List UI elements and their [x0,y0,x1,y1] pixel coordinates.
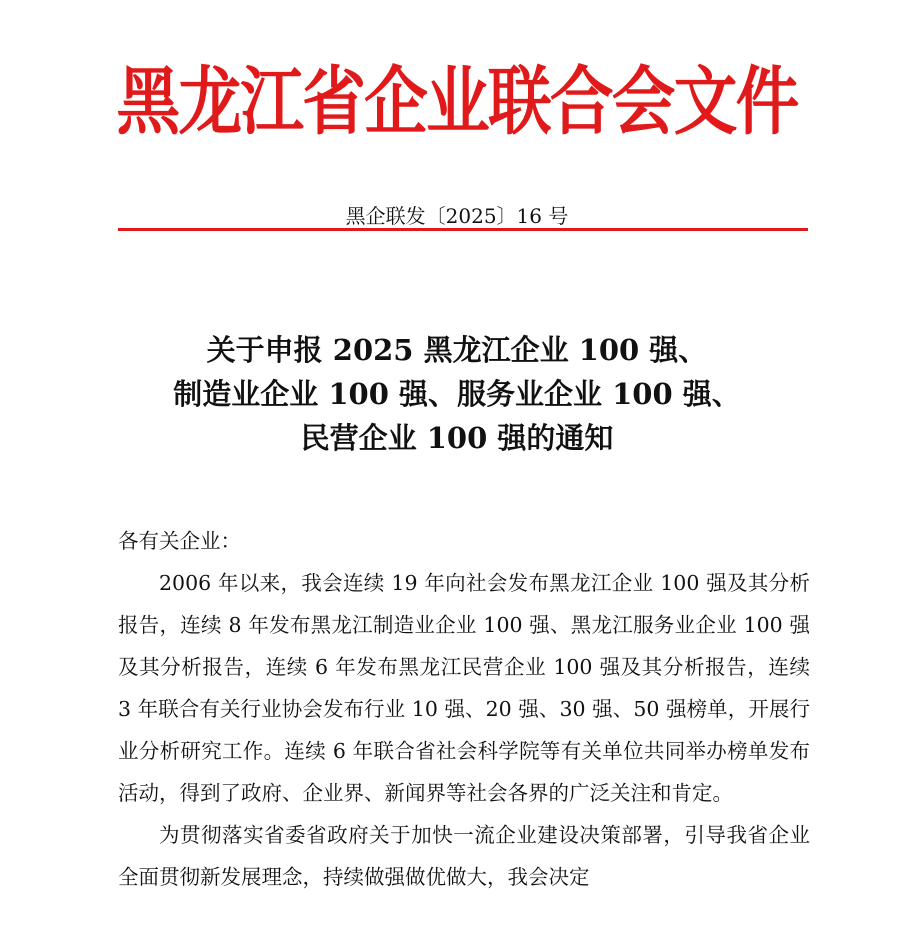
red-divider-line [118,228,808,231]
notice-title-line-1: 关于申报 2025 黑龙江企业 100 强、 [206,333,708,367]
document-number: 黑企联发〔2025〕16 号 [345,204,569,228]
body-paragraph-2: 为贯彻落实省委省政府关于加快一流企业建设决策部署，引导我省企业全面贯彻新发展理念，持续做强做优做大，我会决定 [118,823,810,889]
document-header [0,52,914,152]
salutation: 各有关企业： [118,529,241,553]
notice-title-line-2: 制造业企业 100 强、服务业企业 100 强、 [173,377,741,411]
notice-title-line-3: 民营企业 100 强的通知 [300,421,614,455]
notice-body [118,520,810,898]
organization-title: 黑龙江省企业联合会文件 [116,59,798,145]
body-paragraph-1: 2006 年以来，我会连续 19 年向社会发布黑龙江企业 100 强及其分析报告，连续 8 年发布黑龙江制造业企业 100 强、黑龙江服务业企业 100 强及其分析报告，连续 6 年发布黑龙江民营企业 100 强及其分析报告，连续 3 年联合有关行业协会发布行业 10 强、20 强、30 强、50 强榜单，开展行业分析研究工作。连续 6 年联合省社会科学院等有关单位共同举办榜单发布活动，得到了政府、企业界、新闻界等社会各界的广泛关注和肯定。 [118,571,810,805]
notice-title [120,328,794,460]
